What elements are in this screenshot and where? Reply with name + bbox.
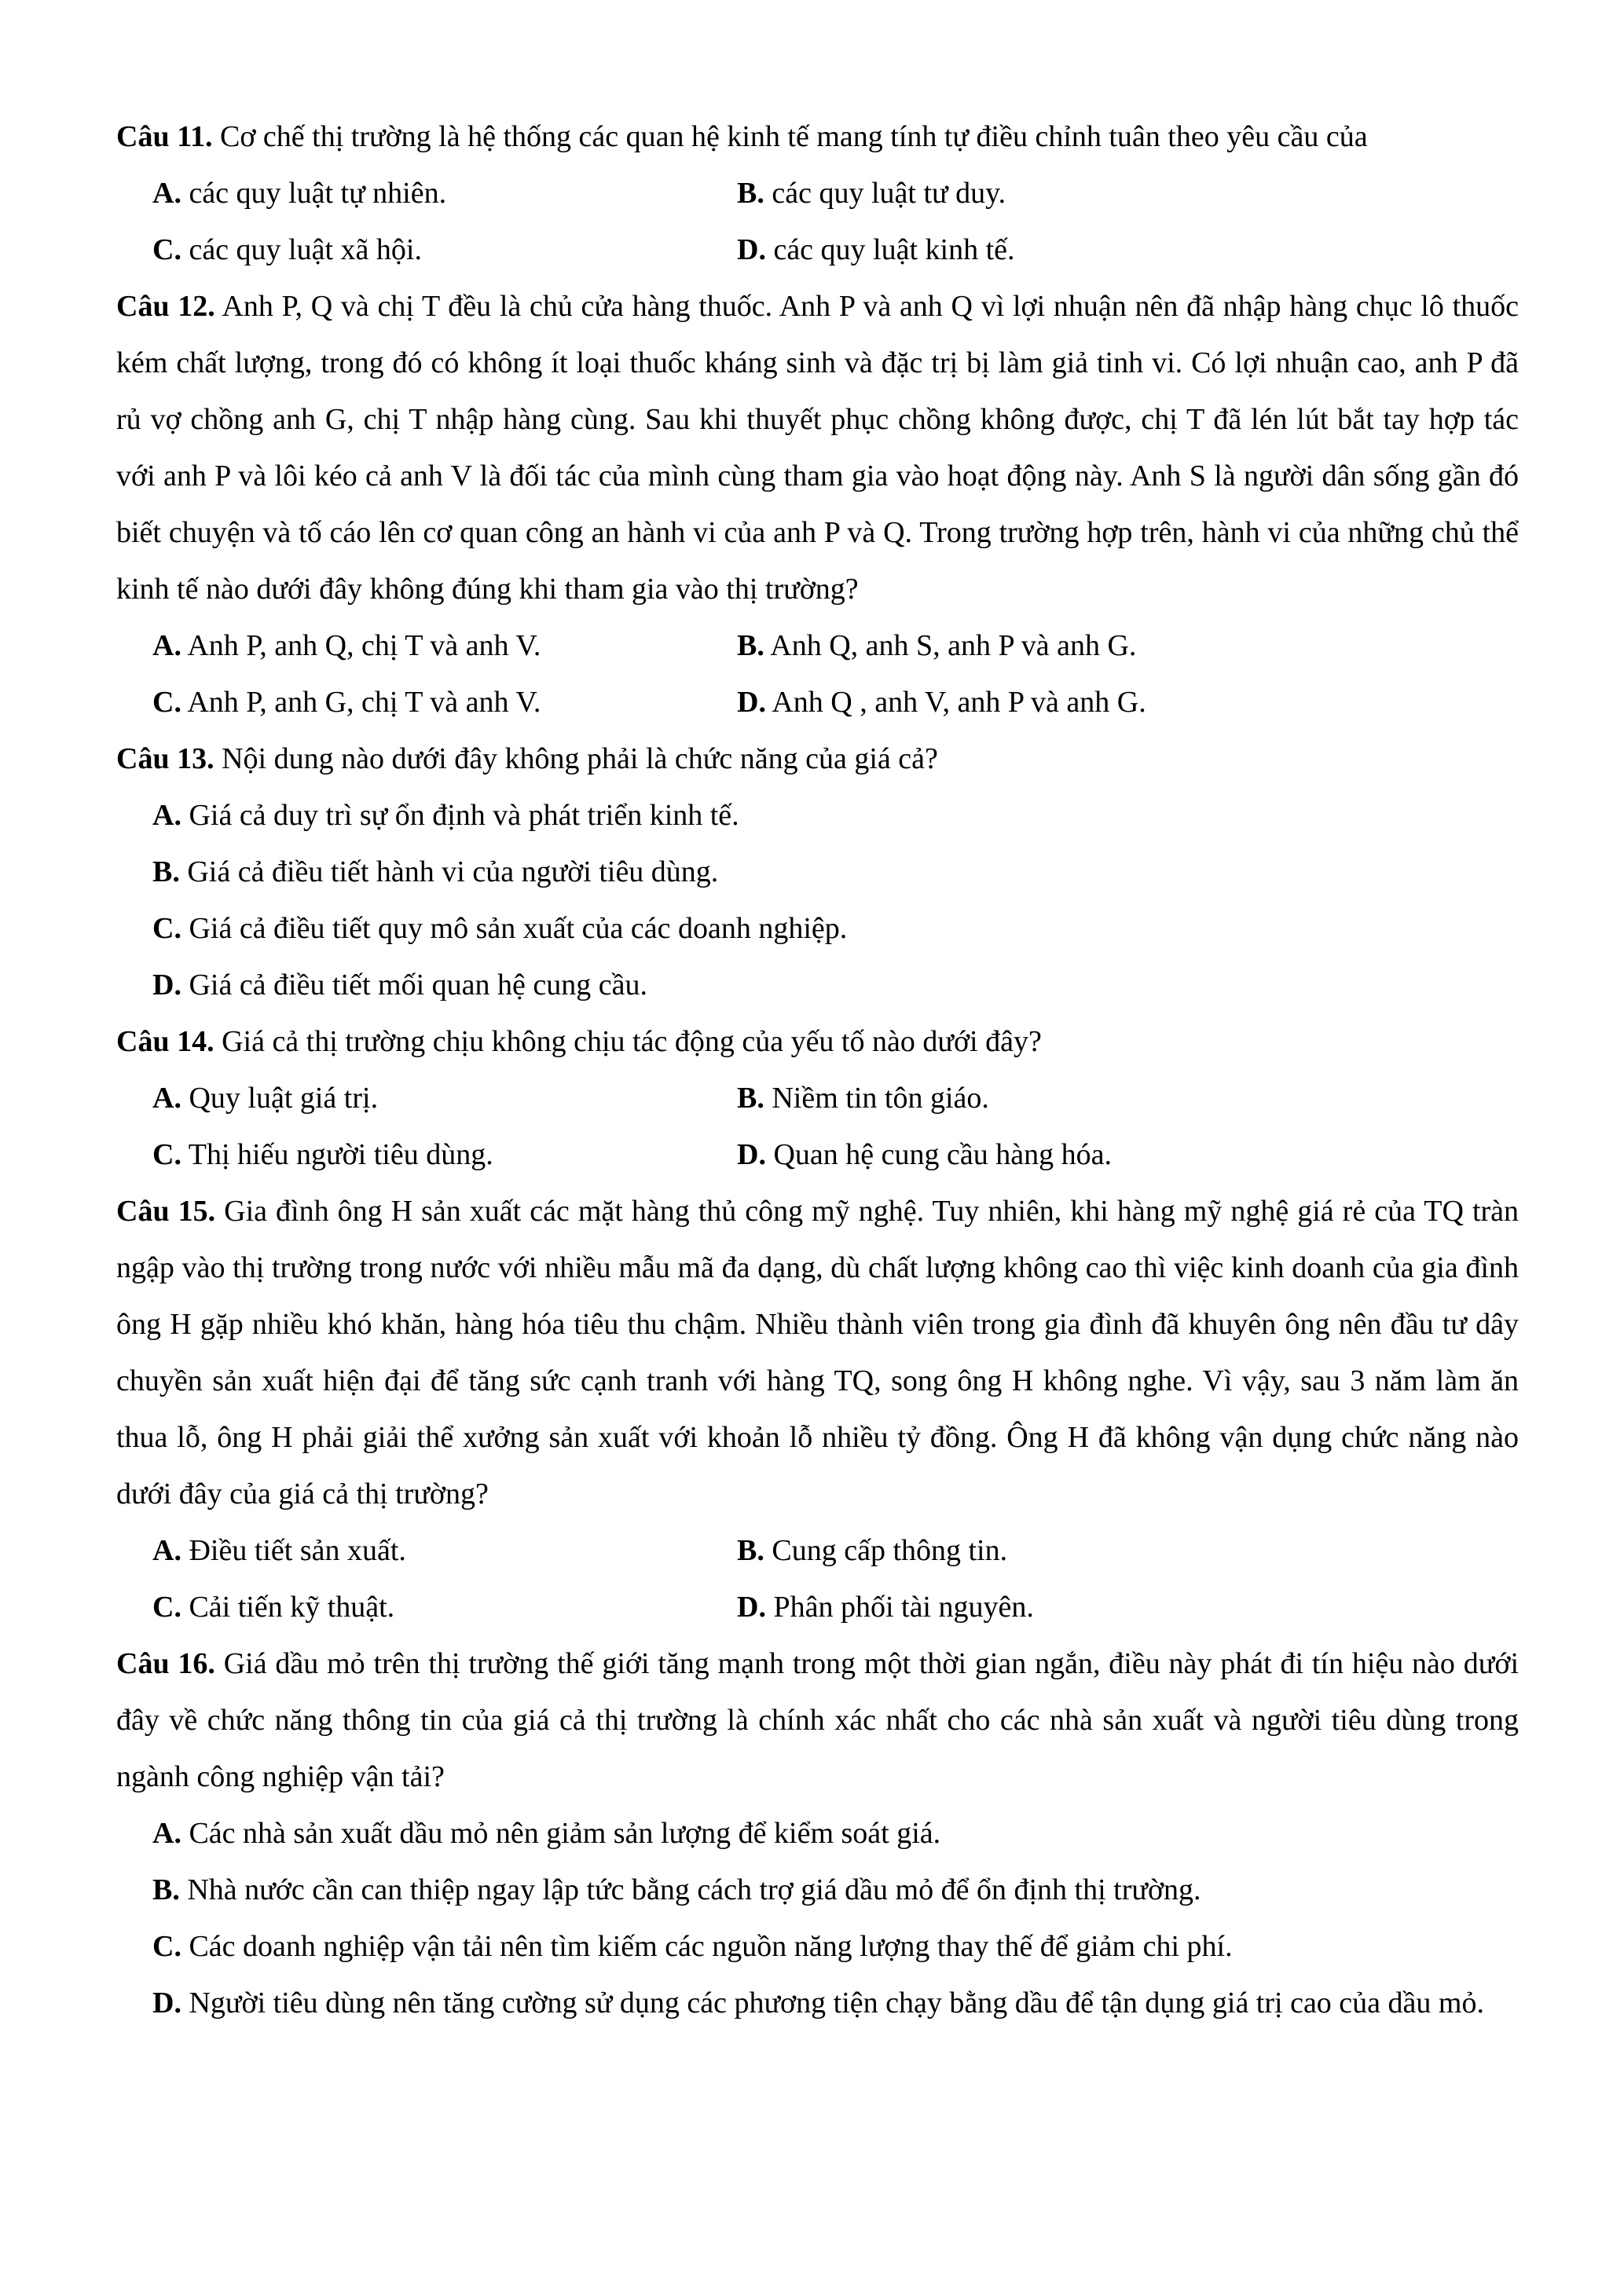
question-11 — [116, 108, 1519, 278]
question-text: Giá dầu mỏ trên thị trường thế giới tăng mạnh trong một thời gian ngắn, điều này phát đi tín hiệu nào dưới đây về chức năng thông tin của giá cả thị trường là chính xác nhất cho các nhà sản xuất và người tiêu dùng trong ngành công nghiệp vận tải? — [116, 1647, 1520, 1793]
question-13 — [116, 731, 1519, 1013]
option-text: Anh P, anh G, chị T và anh V. — [187, 686, 541, 719]
option-a[interactable] — [116, 1070, 737, 1126]
question-text: Nội dung nào dưới đây không phải là chức năng của giá cả? — [222, 742, 938, 775]
option-text: Cung cấp thông tin. — [772, 1534, 1008, 1567]
option-label: B. — [737, 1082, 764, 1115]
option-text: các quy luật xã hội. — [189, 233, 422, 266]
question-stem — [116, 278, 1519, 617]
option-text: Giá cả duy trì sự ổn định và phát triển kinh tế. — [189, 799, 739, 832]
option-a[interactable] — [116, 787, 1519, 844]
option-b[interactable] — [737, 617, 1358, 674]
option-text: Giá cả điều tiết quy mô sản xuất của các doanh nghiệp. — [189, 912, 848, 945]
option-a[interactable] — [116, 617, 737, 674]
question-stem — [116, 1183, 1519, 1522]
exam-page — [116, 108, 1519, 2031]
option-c[interactable] — [116, 1126, 737, 1183]
option-d[interactable] — [116, 1975, 1519, 2031]
question-number: Câu 12. — [116, 290, 215, 323]
option-label: C. — [152, 1138, 181, 1171]
question-12 — [116, 278, 1519, 731]
question-number: Câu 11. — [116, 120, 213, 153]
option-label: D. — [737, 1591, 766, 1624]
option-label: B. — [152, 1873, 180, 1906]
option-text: Các nhà sản xuất dầu mỏ nên giảm sản lượng để kiểm soát giá. — [189, 1817, 941, 1850]
question-stem — [116, 108, 1519, 165]
option-text: Điều tiết sản xuất. — [189, 1534, 406, 1567]
option-c[interactable] — [116, 1579, 737, 1635]
question-stem — [116, 1013, 1519, 1070]
question-14 — [116, 1013, 1519, 1183]
option-a[interactable] — [116, 1522, 737, 1579]
option-text: Người tiêu dùng nên tăng cường sử dụng các phương tiện chạy bằng dầu để tận dụng giá trị cao của dầu mỏ. — [189, 1987, 1484, 2020]
question-number: Câu 15. — [116, 1195, 216, 1228]
option-c[interactable] — [116, 674, 737, 731]
option-text: các quy luật tư duy. — [772, 177, 1006, 210]
option-b[interactable] — [737, 165, 1358, 222]
question-number: Câu 14. — [116, 1025, 214, 1058]
question-text: Giá cả thị trường chịu không chịu tác động của yếu tố nào dưới đây? — [222, 1025, 1042, 1058]
option-label: A. — [152, 1082, 181, 1115]
option-d[interactable] — [737, 674, 1358, 731]
option-c[interactable] — [116, 900, 1519, 957]
option-label: C. — [152, 912, 181, 945]
question-15 — [116, 1183, 1519, 1635]
option-d[interactable] — [116, 957, 1519, 1013]
question-16 — [116, 1635, 1519, 2031]
option-text: Phân phối tài nguyên. — [773, 1591, 1034, 1624]
option-text: Quan hệ cung cầu hàng hóa. — [773, 1138, 1112, 1171]
option-label: B. — [737, 629, 764, 662]
option-d[interactable] — [737, 222, 1358, 278]
option-b[interactable] — [737, 1070, 1358, 1126]
option-text: Nhà nước cần can thiệp ngay lập tức bằng cách trợ giá dầu mỏ để ổn định thị trường. — [187, 1873, 1201, 1906]
option-label: C. — [152, 1591, 181, 1624]
question-stem — [116, 731, 1519, 787]
question-stem — [116, 1635, 1519, 1805]
option-text: Anh Q, anh S, anh P và anh G. — [770, 629, 1137, 662]
question-text: Anh P, Q và chị T đều là chủ cửa hàng thuốc. Anh P và anh Q vì lợi nhuận nên đã nhập hàng chục lô thuốc kém chất lượng, trong đó có không ít loại thuốc kháng sinh và đặc trị bị làm giả tinh vi. Có lợi nhuận cao, anh P đã rủ vợ chồng anh G, chị T nhập hàng cùng. Sau khi thuyết phục chồng không được, chị T đã lén lút bắt tay hợp tác với anh P và lôi kéo cả anh V là đối tác của mình cùng tham gia vào hoạt động này. Anh S là người dân sống gần đó biết chuyện và tố cáo lên cơ quan công an hành vi của anh P và Q. Trong trường hợp trên, hành vi của những chủ thể kinh tế nào dưới đây không đúng khi tham gia vào thị trường? — [116, 290, 1520, 606]
option-label: D. — [737, 233, 766, 266]
option-label: C. — [152, 1930, 181, 1963]
option-label: A. — [152, 1817, 181, 1850]
option-text: các quy luật kinh tế. — [773, 233, 1015, 266]
option-c[interactable] — [116, 1918, 1519, 1975]
option-label: D. — [737, 1138, 766, 1171]
option-text: Giá cả điều tiết mối quan hệ cung cầu. — [189, 969, 647, 1002]
option-label: D. — [737, 686, 766, 719]
option-label: A. — [152, 177, 181, 210]
option-label: C. — [152, 686, 181, 719]
option-text: Niềm tin tôn giáo. — [772, 1082, 989, 1115]
option-d[interactable] — [737, 1579, 1358, 1635]
option-label: D. — [152, 969, 181, 1002]
option-text: Anh Q , anh V, anh P và anh G. — [772, 686, 1146, 719]
option-text: Giá cả điều tiết hành vi của người tiêu dùng. — [187, 855, 719, 888]
option-label: A. — [152, 629, 181, 662]
option-label: A. — [152, 1534, 181, 1567]
option-b[interactable] — [116, 1862, 1519, 1918]
option-b[interactable] — [737, 1522, 1358, 1579]
option-label: C. — [152, 233, 181, 266]
option-text: Các doanh nghiệp vận tải nên tìm kiếm các nguồn năng lượng thay thế để giảm chi phí. — [189, 1930, 1233, 1963]
option-label: A. — [152, 799, 181, 832]
option-a[interactable] — [116, 165, 737, 222]
option-label: B. — [152, 855, 180, 888]
option-label: D. — [152, 1987, 181, 2020]
option-a[interactable] — [116, 1805, 1519, 1862]
question-text: Gia đình ông H sản xuất các mặt hàng thủ công mỹ nghệ. Tuy nhiên, khi hàng mỹ nghệ giá rẻ của TQ tràn ngập vào thị trường trong nước với nhiều mẫu mã đa dạng, dù chất lượng không cao thì việc kinh doanh của gia đình ông H gặp nhiều khó khăn, hàng hóa tiêu thu chậm. Nhiều thành viên trong gia đình đã khuyên ông nên đầu tư dây chuyền sản xuất hiện đại để tăng sức cạnh tranh với hàng TQ, song ông H không nghe. Vì vậy, sau 3 năm làm ăn thua lỗ, ông H phải giải thể xưởng sản xuất với khoản lỗ nhiều tỷ đồng. Ông H đã không vận dụng chức năng nào dưới đây của giá cả thị trường? — [116, 1195, 1520, 1511]
option-b[interactable] — [116, 844, 1519, 900]
question-text: Cơ chế thị trường là hệ thống các quan hệ kinh tế mang tính tự điều chỉnh tuân theo yêu cầu của — [219, 120, 1368, 153]
question-number: Câu 16. — [116, 1647, 215, 1680]
option-text: Cải tiến kỹ thuật. — [189, 1591, 395, 1624]
option-label: B. — [737, 177, 764, 210]
option-text: các quy luật tự nhiên. — [189, 177, 447, 210]
option-c[interactable] — [116, 222, 737, 278]
option-label: B. — [737, 1534, 764, 1567]
option-text: Thị hiếu người tiêu dùng. — [188, 1138, 493, 1171]
question-number: Câu 13. — [116, 742, 214, 775]
option-text: Anh P, anh Q, chị T và anh V. — [187, 629, 541, 662]
option-text: Quy luật giá trị. — [189, 1082, 379, 1115]
option-d[interactable] — [737, 1126, 1358, 1183]
